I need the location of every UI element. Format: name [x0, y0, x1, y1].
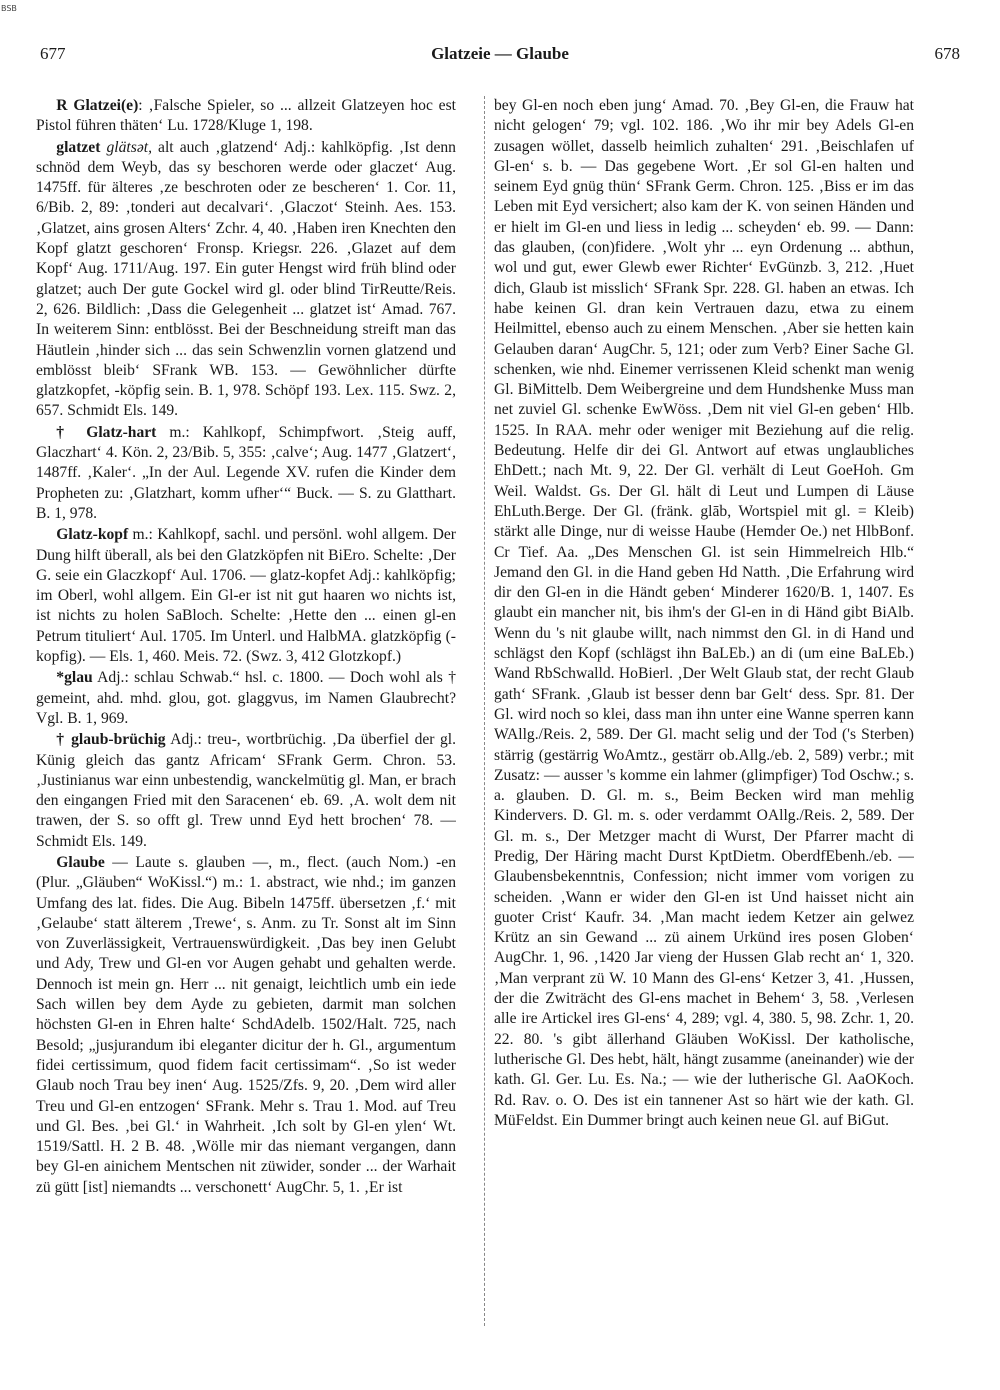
page-number-left: 677	[40, 44, 66, 63]
dictionary-entry	[36, 525, 456, 667]
entry-text: — Laute s. glauben —, m., flect. (auch Nom.) -en (Plur. „Gläuben“ WoKissl.“) m.: 1. abstract, wie nhd.; im ganzen Umfang des lat. fides. Die Aug. Bibeln 1475ff. übersetzen ‚f.‘ mit ‚Gelaube‘ statt älterem ‚Trewe‘, s. Anm. zu Tr. Sonst alt im Sinn von Zuverlässigkeit, Vertrauenswürdigkeit. ‚Das bey inen Gelubt und Ady, Trew und Gl-en vor Augen gehabt und gehalten werde. Dennoch ist mein gn. Herr ... nit genaigt, leichtlich umb ein iede Sach willen bey dem Ayde zu gebieten, darmit man solchen höchsten Gl-en in Ehren halte‘ SchdAdelb. 1502/Halt. 725, nach Besold; „jusjurandum ibi eleganter dicitur der h. Gl., argumentum fidei certissimum, quod fidem facit certissimam“. ‚So ist weder Glaub noch Trau bey inen‘ Aug. 1525/Zfs. 9, 20. ‚Dem wird aller Treu und Gl-en entzogen‘ SFrank. Mehr s. Trau 1. Mod. auf Treu und Gl. Bes. ‚bei Gl.‘ in Wahrheit. ‚Ich solt by Gl-en ylen‘ Wt. 1519/Sattl. H. 2 B. 48. ‚Wölle mir das niemant vergangen, dann bey Gl-en ainichem Mentschen nit züwider, sonder ... der Warhait zü gütt [ist] niemandts ... verschonett‘ AugChr. 5, 1. ‚Er ist	[36, 853, 456, 1196]
entry-text: bey Gl-en noch eben jung‘ Amad. 70. ‚Bey Gl-en, die Frauw hat nicht gelogen‘ 79; vgl. 102. 186. ‚Wo ihr mir bey Adels Gl-en zusagen wöllet, dasselb heimlich zuhalten‘ 291. ‚Beischlafen uf Gl-en‘ s. b. — Das gegebene Wort. ‚Er sol Gl-en halten und seinem Eyd gnüg thün‘ SFrank Germ. Chron. 125. ‚Biss er im das Leben mit Eyd versichert; also kam der K. von seinen Händen und er hielt im Gl-en und liess in ledig ... scheyden‘ eb. 99. — Dann: das glauben, (con)fidere. ‚Wolt yhr ... eyn Ordenung ... abthun, wol und gut, ewer Glewb ewer Richter‘ EvGünzb. 3, 212. ‚Huet dich, Glaub ist misslich‘ SFrank Spr. 228. Gl. haben an etwas. Ich habe keinen Gl. dran kein Vertrauen dazu, etwa zu einem Heilmittel, ebenso auch zu einem Menschen. ‚Aber sie hetten kain Gelauben daran‘ AugChr. 5, 121; oder zum Verb? Einer Sache Gl. schenken, wie nhd. Einemer verrissenen Kleid schenkt man wenig Gl. BiMittelb. Dem Weibergreine und dem Hundshenke Muss man net zuviel Gl. schenke EwWöss. ‚Dem nit viel Gl-en geben‘ Hlb. 1525. In RAA. mehr oder weniger mit Beziehung auf die relig. Bedeutung. Helfe dir dei Gl. Antwort auf etwas unglaubliches EhDett.; nach Mt. 9, 22. Der Gl. verhält di Leut GoeHoh. Gm Weil. Waldst. Gs. Der Gl. hält di Leut und Lumpen di Läuse EhLuth.Berge. Der Gl. (fränk. glāb, Wortspiel mit gl. = Kleib) stärkt alle Dinge, nur di weisse Haube (Hemder Oe.) net HlbBonf. Cr Tief. Aa. „Des Menschen Gl. ist sein Himmelreich Hlb.“ Jemand den Gl. in die Hand geben Hd Natth. ‚Die Erfahrung wird dir den Gl-en in die Händt geben‘ Minderer 1620/B. 1, 1407. Es glaubt ein mancher nit, bis ihm's der Gl-en in di Händ gibt BiAlb. Wenn du 's nit glaube willt, nach nimmst den Gl. in di Hand und schlägst den Kopf (schlägst ihn BaLEb.) an di (um eine BaLEb.) Wand RbSchwalld. HoBierl. ‚Der Welt Glaub stat, der recht Glaub gath‘ SFrank. ‚Glaub ist besser denn bar Gelt‘ dess. Spr. 81. Der Gl. wird noch so klei, dass man ihn unter eine Wanne sperren kann WAllg./Reis. 2, 589. Der Gl. macht selig und der Tod ('s Sterben) stärrig (gestärrig WoAmtz., gestärr ob.Allg./eb. 2, 589) verbr.; mit Zusatz: — ausser 's komme ein lahmer (glimpfiger) Tod Oschw.; s. a. glauben. D. Gl. m. s., Beim Becken wird man mehlig Kindervers. D. Gl. m. s. oder verdammt OAllg./Reis. 2, 589. Der Gl. m. s., Der Metzger macht di Wurst, Der Pfarrer macht di Predig, Der Häring macht Durst KptDietm. OberdfEbenh./eb. — Glaubensbekenntnis, Confession; nicht immer vom vorigen zu scheiden. ‚Wann er wider den Gl-en ist Und haisset nicht ain guoter Crist‘ Kaufr. 34. ‚Man macht iedem Ketzer ain gelwez Krütz an sin Gewand ... zü ainem Urkünd ires posen Globen‘ AugChr. 1, 96. ‚1420 Jar vieng der Hussen Glab recht an‘ 1, 320. ‚Man verprant zü W. 10 Mann des Gl-ens‘ Ketzer 3, 41. ‚Hussen, der die Zwiträcht des Gl-ens machet in Behem‘ 3, 58. ‚Verlesen alle ire Artickel ires Gl-ens‘ 4, 289; vgl. 4, 380. 5, 98. Zchr. 1, 20. 22. 80. 's gibt ällerhand Gläuben WoKissl. Der katholische, lutherische Gl. Des hebt, hält, hängt zusamme (aneinander) wie der kath. Gl. Ger. Lu. Es. Na.; — wie der lutherische Gl. AaOKoch. Rd. Rav. o. O. Des ist ein tannener Ast so härt wie der kath. Gl. MüFeldst. Ein Dummer bringt auch keinen neue Gl. auf BiGut.	[494, 97, 914, 1129]
dictionary-entry	[36, 853, 456, 1198]
entry-text: m.: Kahlkopf, sachl. und persönl. wohl allgem. Der Dung hilft überall, als bei den Glatzköpfen nit BiEro. Schelte: ‚Der G. seie ein Glaczkopf‘ Aul. 1706. — glatz-kopfet Adj.: kahlköpfig; im Oberl, wohl allgem. Ein Gl-er ist nit gut haaren wo nichts ist, ist nichts zu holen SaBloch. Schelte: ‚Hette den ... einen gl-en Petrum tituliert‘ Aul. 1705. Im Unterl. und HalbMA. glatzköpfig (-kopfig). — Els. 1, 460. Meis. 72. (Swz. 3, 412 Glotzkopf.)	[36, 526, 456, 666]
entry-lemma: † glaub-brüchig	[56, 731, 166, 749]
entry-lemma: R Glatzei(e)	[56, 97, 139, 114]
entry-lemma: † Glatz-hart	[56, 423, 157, 441]
entry-text: m.: Kahlkopf, Schimpfwort. ‚Steig auff, Glaczhart‘ 4. Kön. 2, 23/Bib. 5, 355: ‚calve‘; Aug. 1477 ‚Glatzert‘, 1487ff. ‚Kaler‘. „In der Aul. Legende XV. rufen die Kinder dem Propheten zu: ‚Glatzhart, komm ufher‘“ Buck. — S. zu Glatthart. B. 1, 978.	[36, 423, 456, 522]
dictionary-entry	[36, 423, 456, 524]
dictionary-entry	[36, 730, 456, 852]
entry-text: Adj.: schlau Schwab.“ hsl. c. 1800. — Doch wohl als † gemeint, ahd. mhd. glou, got. glaggvus, im Namen Glaubrecht? Vgl. B. 1, 969.	[36, 669, 456, 727]
page-header	[40, 44, 960, 70]
dictionary-entry	[36, 668, 456, 729]
entry-lemma: *glau	[56, 669, 93, 687]
right-column	[494, 96, 914, 1356]
entry-phonetic: glätsət,	[100, 138, 152, 156]
left-column	[36, 96, 456, 1356]
entry-lemma: Glatz-kopf	[56, 526, 129, 544]
dictionary-entry-continued	[494, 96, 914, 1131]
entry-text: : ‚Falsche Spieler, so ... allzeit Glatzeyen hoc est Pistol führen thäten‘ Lu. 1728/Kluge 1, 198.	[36, 97, 456, 135]
entry-lemma: Glaube	[56, 853, 105, 871]
column-divider	[484, 96, 485, 1326]
entry-text: alt auch ‚glatzend‘ Adj.: kahlköpfig. ‚Ist denn schnöd dem Weyb, das sy beschoren werde oder glaczet‘ Aug. 1475ff. für älteres ‚ze beschroten oder ze bescheren‘ 1. Cor. 11, 6/Bib. 2, 89: ‚tonderi aut decalvari‘. ‚Glaczot‘ Steinh. Aes. 153. ‚Glatzet, ains grosen Alters‘ Zchr. 4, 40. ‚Haben iren Knechten den Kopf glatzt geschoren‘ Fronsp. Kriegsr. 226. ‚Glazet auf dem Kopf‘ Aug. 1711/Aug. 197. Ein guter Hengst wird früh blind oder glatzet; auch Der gute Gockel wird gl. oder blind TirReutte/Reis. 2, 626. Bildlich: ‚Dass die Gelegenheit ... glatzet ist‘ Amad. 767. In weiterem Sinn: entblösst. Bei der Beschneidung streift man das Häutlein ‚hinder sich ... das sein Schwenzlin vornen glatzend und emblösst bleib‘ SFrank WB. 153. — Gewöhnlicher dürfte glatzkopfet, -köpfig sein. B. 1, 978. Schöpf 193. Lex. 115. Swz. 2, 657. Schmidt Els. 149.	[36, 138, 456, 420]
library-stamp: BSB	[1, 4, 17, 13]
entry-text: Adj.: treu-, wortbrüchig. ‚Da überfiel der gl. Künig gleich das gantz Africam‘ SFrank Germ. Chron. 53. ‚Justinianus war einn unbestendig, wanckelmütig gl. Man, er brach den eingangen Fried mit den Saracenen‘ eb. 69. ‚A. wolt dem nit trawen, der S. so offt gl. Trew unnd Eyd hett brochen‘ 78. — Schmidt Els. 149.	[36, 731, 456, 850]
entry-lemma: glatzet	[56, 138, 101, 156]
running-title: Glatzeie — Glaube	[431, 44, 569, 63]
dictionary-entry	[36, 96, 456, 137]
page-number-right: 678	[934, 44, 960, 63]
dictionary-entry	[36, 138, 456, 422]
